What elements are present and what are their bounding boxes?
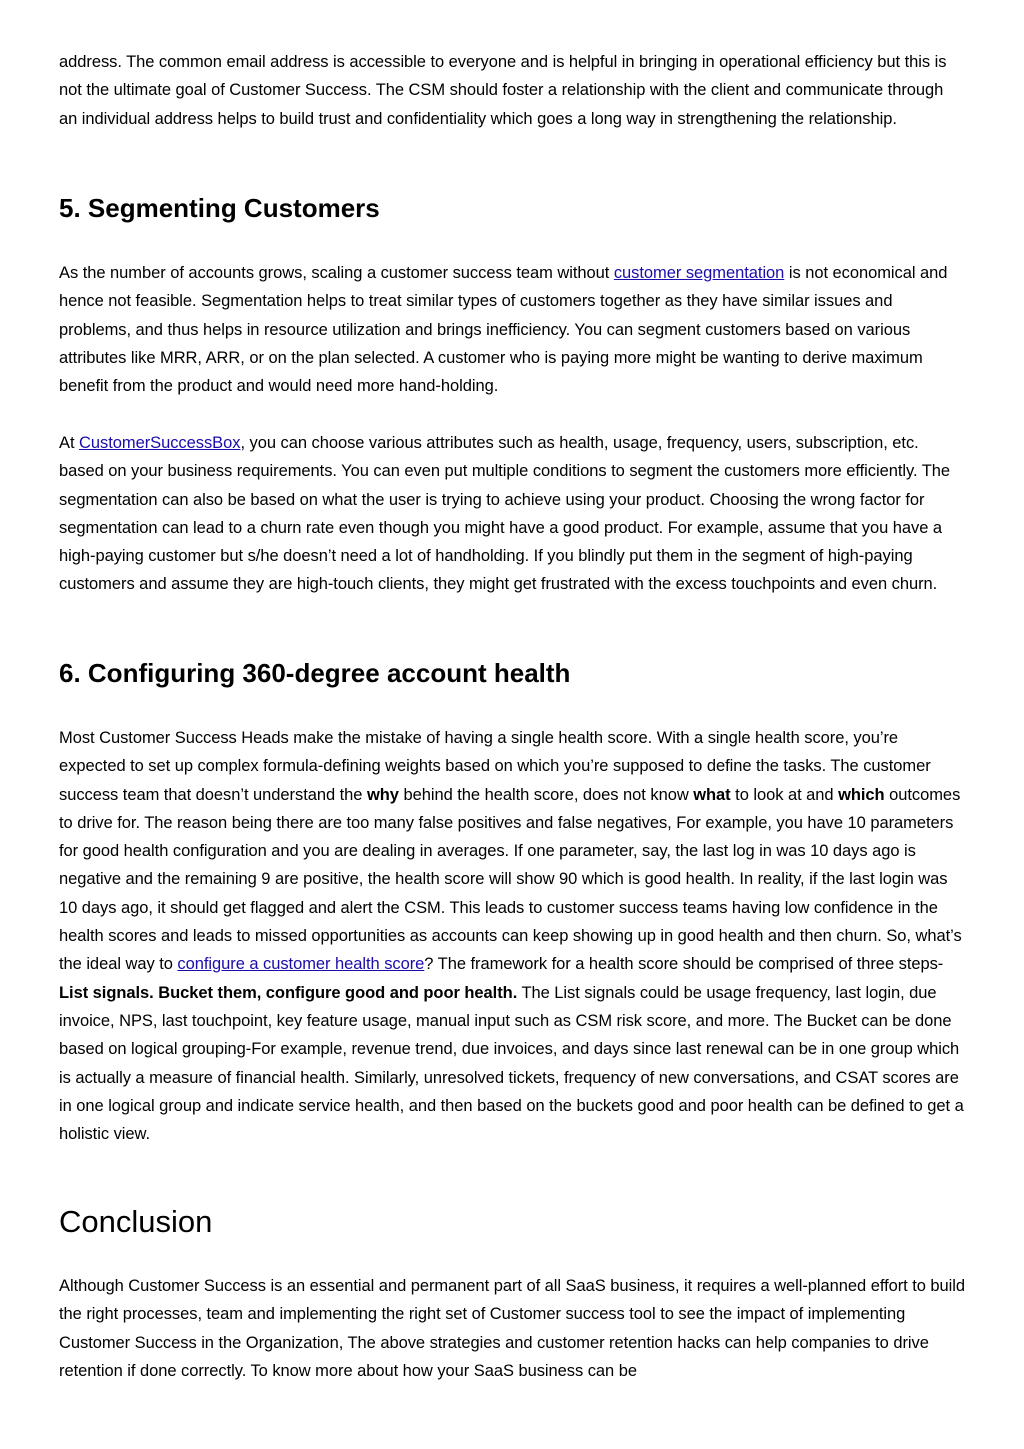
text-run: , you can choose various attributes such as health, usage, frequency, users, subscription, etc. based on your business requirements. You can even put multiple conditions to segment the customers more efficiently. The segmentation can also be based on what the user is trying to achieve using your product. Choosing the wrong factor for segmentation can lead to a churn rate even though you might have a good product. For example, assume that you have a high-paying customer but s/he doesn’t need a lot of handholding. If you blindly put them in the segment of high-paying customers and assume they are high-touch clients, they might get frustrated with the excess touchpoints and even churn. [59, 434, 951, 594]
text-run: is not economical and hence not feasible. Segmentation helps to treat similar types of customers together as they have similar issues and problems, and thus helps in resource utilization and brings inefficiency. You can segment customers based on various attributes like MRR, ARR, or on the plan selected. A customer who is paying more might be wanting to derive maximum benefit from the product and would need more hand-holding. [59, 264, 948, 396]
conclusion-paragraph: Although Customer Success is an essential and permanent part of all SaaS business, it requires a well-planned effort to build the right processes, team and implementing the right set of Customer success tool to see the impact of implementing Customer Success in the Organization, The above strategies and customer retention hacks can help companies to drive retention if done correctly. To know more about how your SaaS business can be [59, 1277, 966, 1380]
text-run: outcomes to drive for. The reason being there are too many false positives and false negatives, For example, you have 10 parameters for good health configuration and you are dealing in averages. If one parameter, say, the last log in was 10 days ago is negative and the remaining 9 are positive, the health score will show 90 which is good health. In reality, if the last login was 10 days ago, it should get flagged and alert the CSM. This leads to customer success teams having low confidence in the health scores and leads to missed opportunities as accounts can keep showing up in good health and then churn. So, what’s the ideal way to [59, 785, 962, 974]
text-run: The List signals could be usage frequency, last login, due invoice, NPS, last touchpoint, key feature usage, manual input such as CSM risk score, and more. The Bucket can be done based on logical grouping-For example, revenue trend, due invoices, and days since last renewal can be in one group which is actually a measure of financial health. Similarly, unresolved tickets, frequency of new conversations, and CSAT scores are in one logical group and indicate service health, and then based on the buckets good and poor health can be defined to get a holistic view. [59, 983, 964, 1144]
bold-framework-steps: List signals. Bucket them, configure good and poor health. [59, 983, 518, 1002]
segmenting-paragraph [59, 259, 966, 400]
text-run: At [59, 434, 80, 452]
bold-why: why [366, 785, 399, 804]
bold-what: what [693, 785, 731, 804]
text-run: As the number of accounts grows, scaling a customer success team without [59, 264, 614, 282]
configure-health-score-link[interactable]: configure a customer health score [177, 955, 425, 974]
intro-paragraph: address. The common email address is accessible to everyone and is helpful in bringing in operational efficiency but this is not the ultimate goal of Customer Success. The CSM should foster a relationship with the client and communicate through an individual address helps to build trust and confidentiality which goes a long way in strengthening the relationship. [59, 53, 947, 128]
text-run: to look at and [730, 785, 839, 804]
account-health-paragraph [59, 724, 966, 1148]
text-run: behind the health score, does not know [398, 785, 694, 804]
text-run: ? The framework for a health score should be comprised of three steps- [424, 955, 944, 974]
conclusion-heading: Conclusion [59, 1204, 213, 1239]
customer-segmentation-link[interactable]: customer segmentation [613, 264, 785, 282]
section-heading-segmenting: 5. Segmenting Customers [59, 193, 380, 223]
bold-which: which [838, 785, 885, 804]
customersuccessbox-paragraph [59, 429, 966, 599]
text-run: Most Customer Success Heads make the mistake of having a single health score. With a single health score, you’re expected to set up complex formula-defining weights based on which you’re supposed to define the tasks. The customer success team that doesn’t understand the [59, 729, 931, 804]
customersuccessbox-link[interactable]: CustomerSuccessBox [79, 434, 241, 452]
section-heading-account-health: 6. Configuring 360-degree account health [59, 658, 571, 688]
